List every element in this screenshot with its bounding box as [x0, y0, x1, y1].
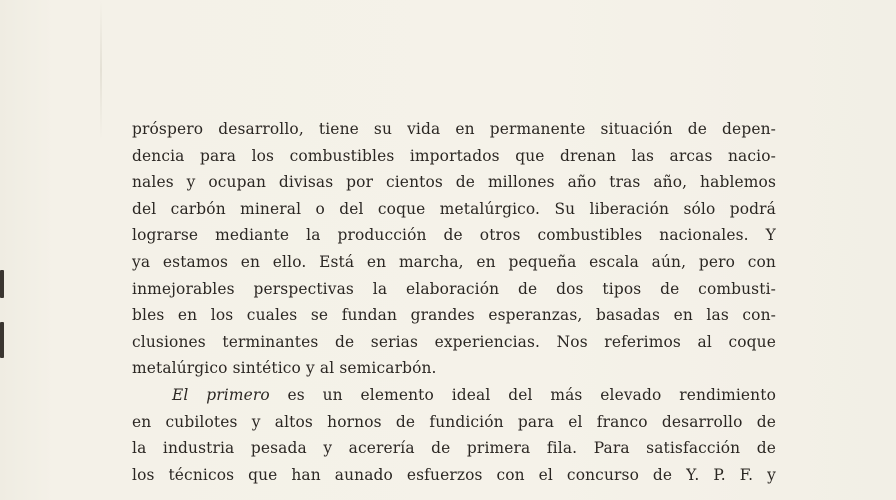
text-line: bles en los cuales se fundan grandes esperanzas, basadas en las con-	[132, 306, 776, 325]
text-line-first	[132, 382, 776, 409]
text-line: próspero desarrollo, tiene su vida en permanente situación de depen-	[132, 120, 776, 138]
binding-mark-bottom	[0, 322, 4, 358]
paper-crease	[100, 0, 102, 140]
text-line: inmejorables perspectivas la elaboración de dos tipos de combusti-	[132, 279, 776, 298]
text-line: en cubilotes y altos hornos de fundición para el franco desarrollo de	[132, 412, 776, 431]
body-text	[132, 116, 776, 488]
binding-mark-top	[0, 270, 4, 298]
text-line: ya estamos en ello. Está en marcha, en pequeña escala aún, pero con	[132, 252, 776, 271]
text-line: dencia para los combustibles importados que drenan las arcas nacio-	[132, 146, 776, 165]
text-line: metalúrgico sintético y al semicarbón.	[132, 359, 437, 378]
text-line: los técnicos que han aunado esfuerzos con el concurso de Y. P. F. y	[132, 465, 776, 484]
text-line: lograrse mediante la producción de otros combustibles nacionales. Y	[132, 226, 776, 245]
text-line: del carbón mineral o del coque metalúrgico. Su liberación sólo podrá	[132, 199, 776, 218]
text-line: nales y ocupan divisas por cientos de millones año tras año, hablemos	[132, 173, 776, 192]
text-line: clusiones terminantes de serias experiencias. Nos referimos al coque	[132, 332, 776, 351]
italic-lead: El primero	[172, 385, 270, 404]
text-line: la industria pesada y acerería de primera fila. Para satisfacción de	[132, 439, 776, 458]
text-line-rest: es un elemento ideal del más elevado rendimiento	[269, 385, 776, 404]
